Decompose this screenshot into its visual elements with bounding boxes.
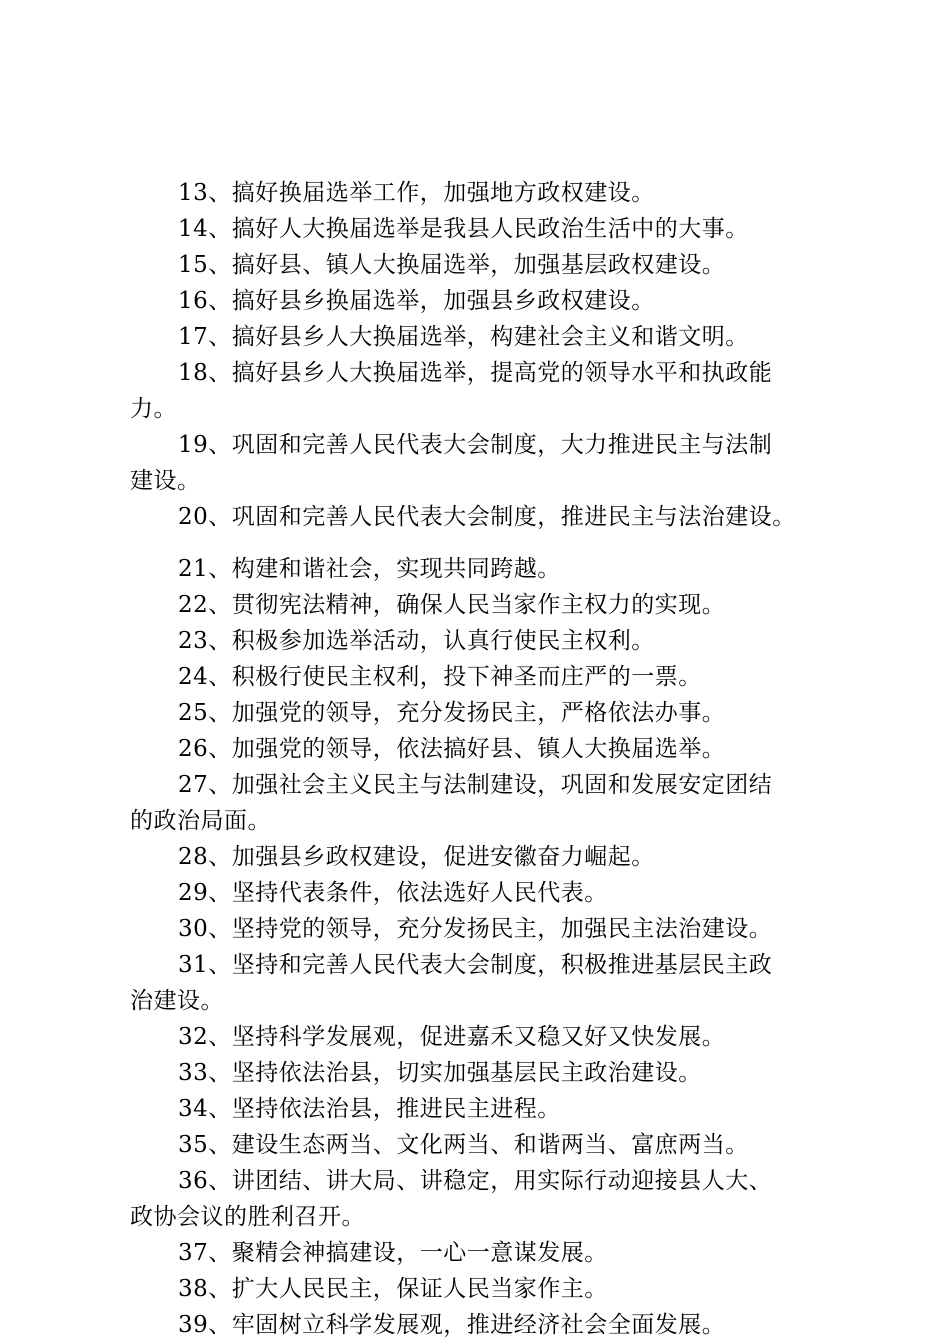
list-item <box>130 767 850 839</box>
item-text: 33、坚持依法治县，切实加强基层民主政治建设。 <box>178 1060 702 1086</box>
item-text: 28、加强县乡政权建设，促进安徽奋力崛起。 <box>178 844 655 870</box>
list-item <box>130 911 850 947</box>
list-item <box>130 587 850 623</box>
item-text: 24、积极行使民主权利，投下神圣而庄严的一票。 <box>178 664 702 690</box>
item-text: 29、坚持代表条件，依法选好人民代表。 <box>178 880 608 906</box>
list-item <box>130 623 850 659</box>
list-item <box>130 1307 850 1343</box>
item-text: 25、加强党的领导，充分发扬民主，严格依法办事。 <box>178 700 726 726</box>
item-text: 14、搞好人大换届选举是我县人民政治生活中的大事。 <box>178 216 749 242</box>
list-item <box>130 355 850 427</box>
item-text: 36、讲团结、讲大局、讲稳定，用实际行动迎接县人大、 <box>178 1168 773 1194</box>
list-item <box>130 1163 850 1235</box>
item-text: 31、坚持和完善人民代表大会制度，积极推进基层民主政 <box>178 952 773 978</box>
list-item <box>130 659 850 695</box>
list-item <box>130 839 850 875</box>
item-text-continuation: 建设。 <box>130 468 201 494</box>
item-text: 34、坚持依法治县，推进民主进程。 <box>178 1096 561 1122</box>
list-item <box>130 427 850 499</box>
slogan-list <box>130 175 850 1343</box>
item-text: 35、建设生态两当、文化两当、和谐两当、富庶两当。 <box>178 1132 749 1158</box>
list-item <box>130 1235 850 1271</box>
item-text-continuation: 的政治局面。 <box>130 808 271 834</box>
list-item <box>130 1271 850 1307</box>
list-item <box>130 731 850 767</box>
list-item <box>130 211 850 247</box>
list-item <box>130 283 850 319</box>
item-text: 18、搞好县乡人大换届选举，提高党的领导水平和执政能 <box>178 360 773 386</box>
item-text: 15、搞好县、镇人大换届选举，加强基层政权建设。 <box>178 252 726 278</box>
list-item <box>130 247 850 283</box>
item-text-continuation: 力。 <box>130 396 177 422</box>
list-item <box>130 319 850 355</box>
list-item <box>130 551 850 587</box>
item-text: 32、坚持科学发展观，促进嘉禾又稳又好又快发展。 <box>178 1024 726 1050</box>
item-text: 27、加强社会主义民主与法制建设，巩固和发展安定团结 <box>178 772 773 798</box>
list-item <box>130 947 850 1019</box>
item-text: 17、搞好县乡人大换届选举，构建社会主义和谐文明。 <box>178 324 749 350</box>
item-text-continuation: 治建设。 <box>130 988 224 1014</box>
list-item <box>130 1019 850 1055</box>
item-text-continuation: 政协会议的胜利召开。 <box>130 1204 365 1230</box>
item-text: 37、聚精会神搞建设，一心一意谋发展。 <box>178 1240 608 1266</box>
item-text: 21、构建和谐社会，实现共同跨越。 <box>178 556 561 582</box>
list-item <box>130 695 850 731</box>
item-text: 23、积极参加选举活动，认真行使民主权利。 <box>178 628 655 654</box>
item-text: 19、巩固和完善人民代表大会制度，大力推进民主与法制 <box>178 432 773 458</box>
list-item <box>130 1091 850 1127</box>
list-item <box>130 175 850 211</box>
list-item <box>130 1055 850 1091</box>
item-text: 13、搞好换届选举工作，加强地方政权建设。 <box>178 180 655 206</box>
list-item <box>130 499 850 535</box>
item-text: 30、坚持党的领导，充分发扬民主，加强民主法治建设。 <box>178 916 773 942</box>
item-text: 39、牢固树立科学发展观，推进经济社会全面发展。 <box>178 1312 726 1338</box>
item-text: 26、加强党的领导，依法搞好县、镇人大换届选举。 <box>178 736 726 762</box>
list-item <box>130 875 850 911</box>
list-item <box>130 1127 850 1163</box>
item-text: 16、搞好县乡换届选举，加强县乡政权建设。 <box>178 288 655 314</box>
item-text: 22、贯彻宪法精神，确保人民当家作主权力的实现。 <box>178 592 726 618</box>
item-text: 20、巩固和完善人民代表大会制度，推进民主与法治建设。 <box>178 504 796 530</box>
item-text: 38、扩大人民民主，保证人民当家作主。 <box>178 1276 608 1302</box>
